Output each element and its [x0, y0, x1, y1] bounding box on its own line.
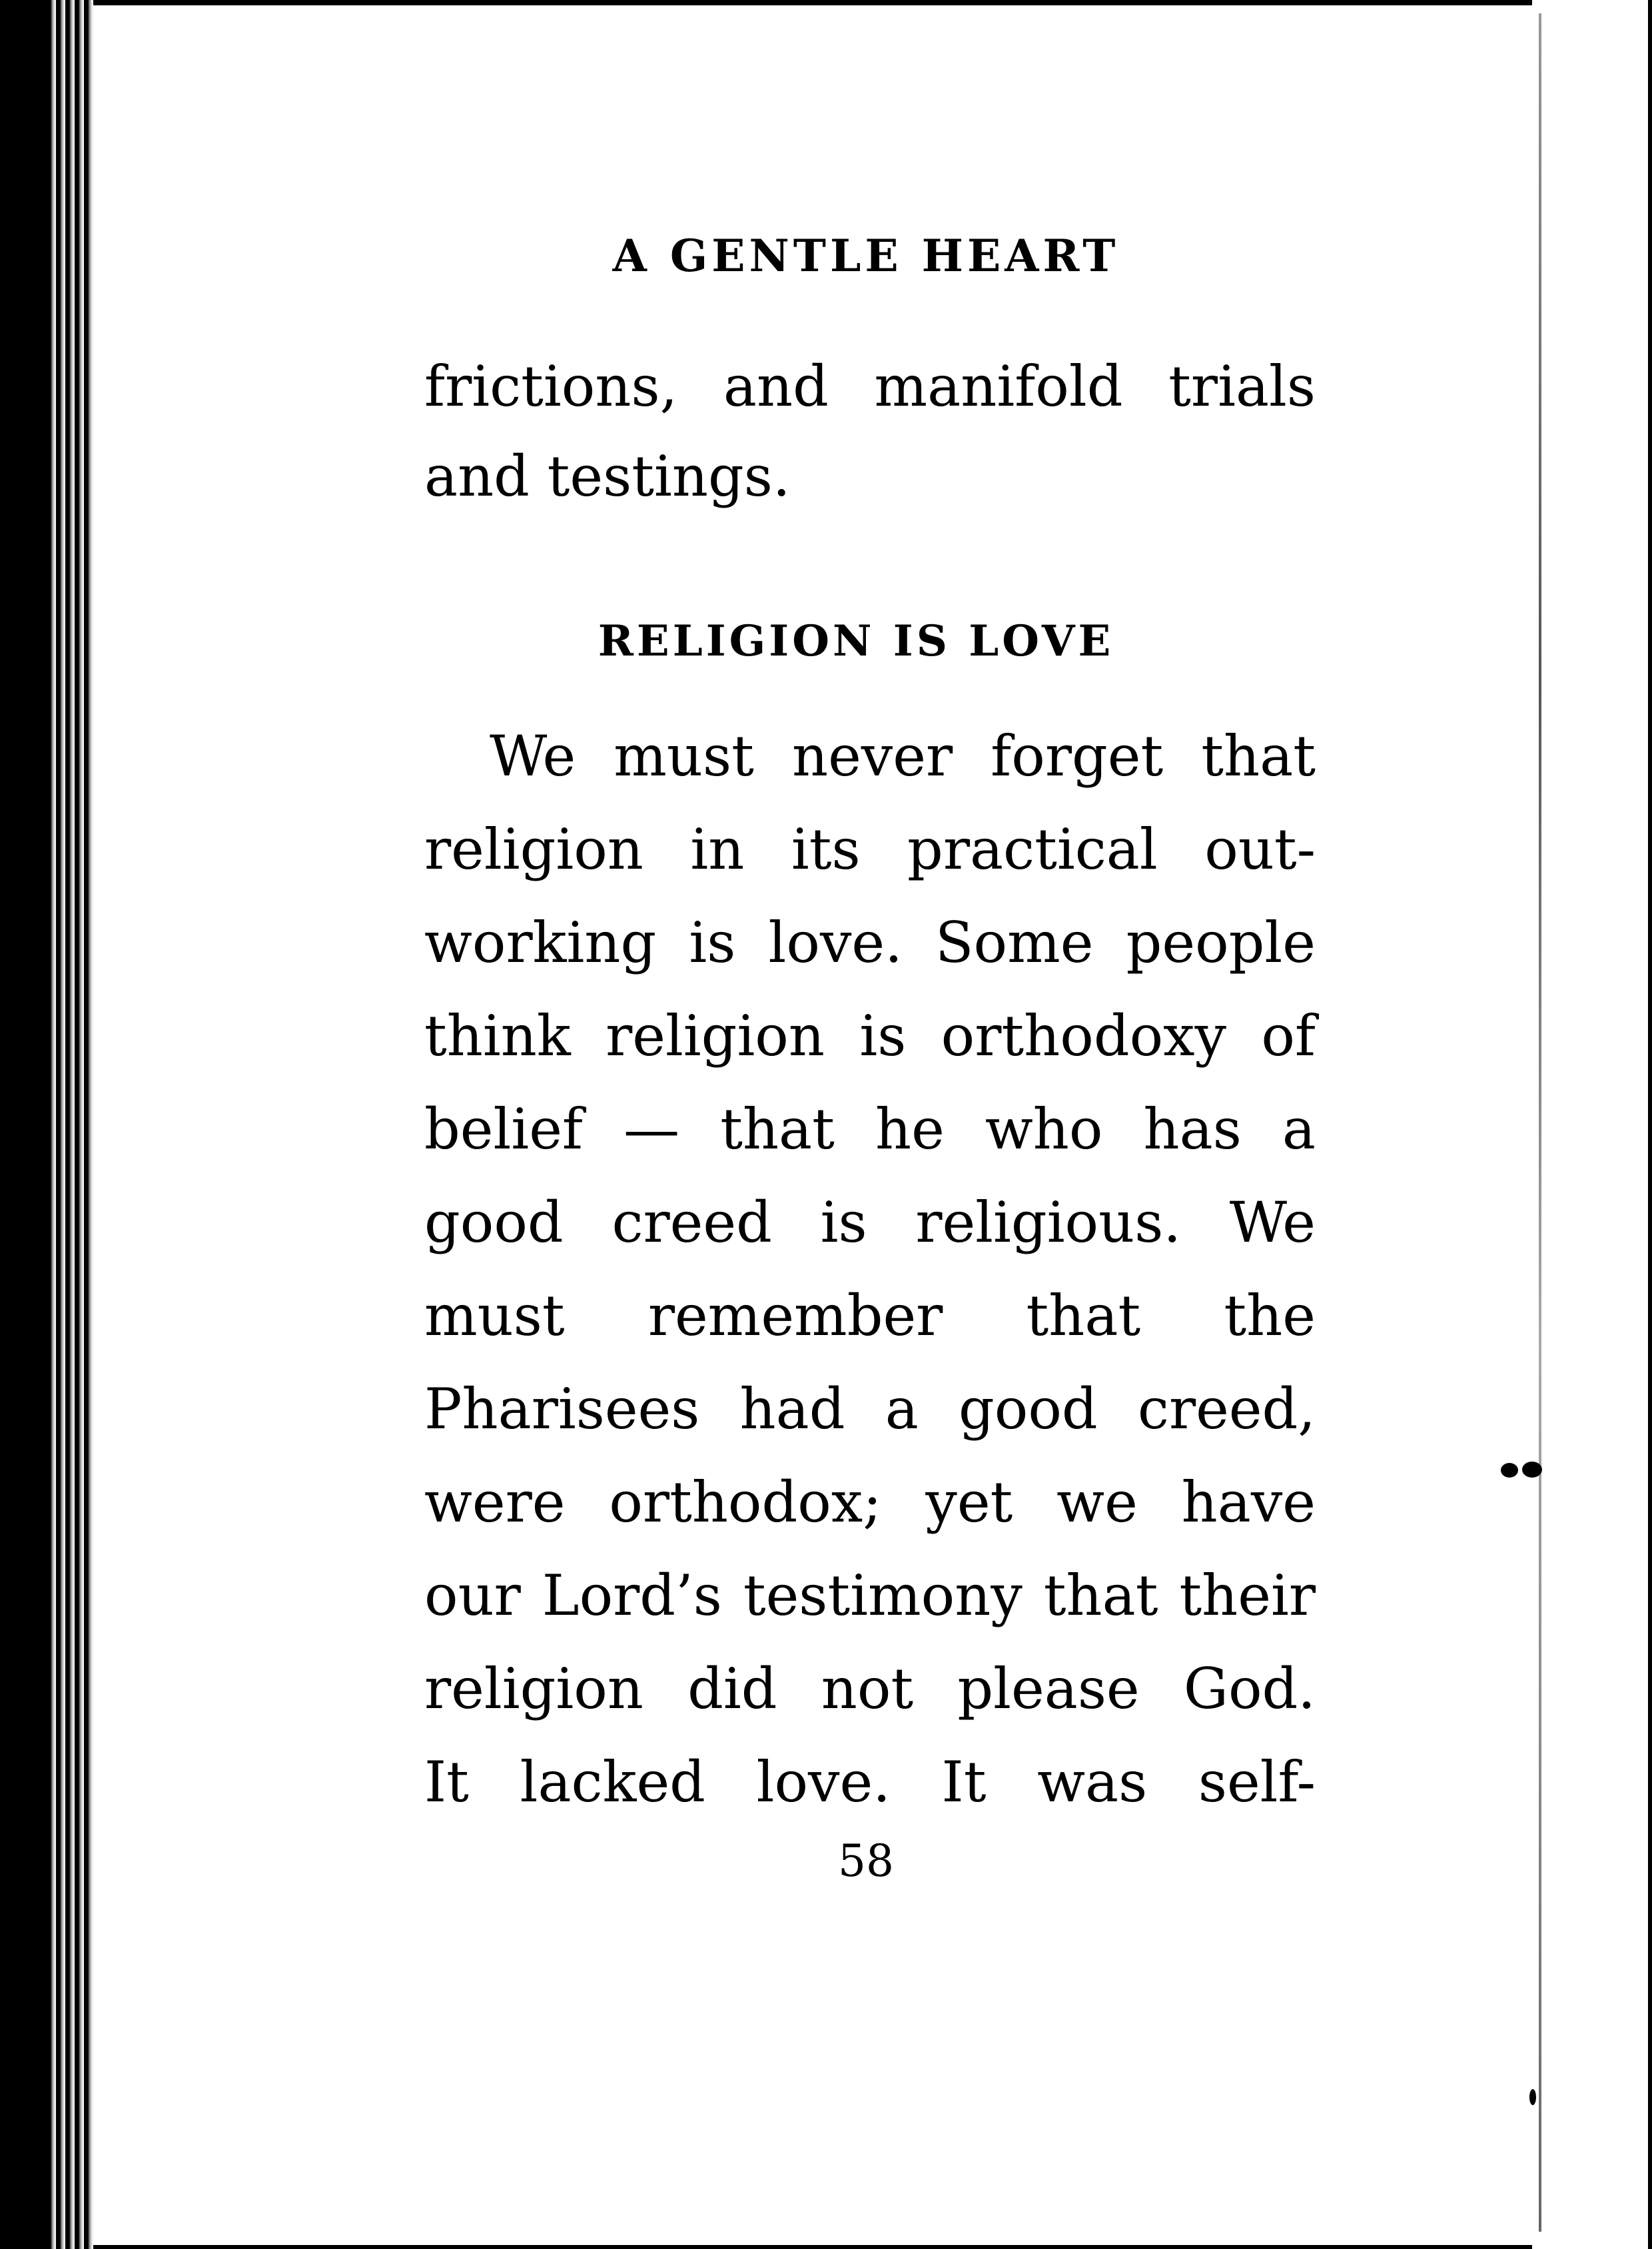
facing-page-edge — [1532, 0, 1652, 2249]
ink-speck — [1522, 1462, 1542, 1478]
running-head: A GENTLE HEART — [612, 230, 1120, 282]
text-line: Pharisees had a good creed, — [424, 1376, 1316, 1442]
text-line: It lacked love. It was self- — [424, 1749, 1316, 1815]
text-line: working is love. Some people — [424, 910, 1316, 975]
text-line: our Lord’s testimony that their — [424, 1563, 1316, 1628]
text-line: think religion is orthodoxy of — [424, 1003, 1316, 1069]
text-line: must remember that the — [424, 1283, 1316, 1348]
section-heading: RELIGION IS LOVE — [598, 616, 1114, 666]
text-line: We must never forget that — [490, 723, 1316, 789]
text-line: religion did not please God. — [424, 1656, 1316, 1721]
text-line: belief — that he who has a — [424, 1097, 1316, 1162]
text-line: were orthodox; yet we have — [424, 1470, 1316, 1535]
binding-edge — [47, 0, 93, 2249]
ink-speck — [1529, 2089, 1536, 2105]
text-line: good creed is religious. We — [424, 1190, 1316, 1255]
scan-border — [1648, 0, 1652, 2249]
page-number: 58 — [838, 1835, 894, 1887]
page-gutter-line — [1539, 13, 1541, 2232]
text-line: frictions, and manifold trials — [424, 354, 1316, 419]
text-line: religion in its practical out- — [424, 817, 1316, 882]
ink-speck — [1501, 1463, 1518, 1478]
text-line: and testings. — [424, 444, 791, 509]
